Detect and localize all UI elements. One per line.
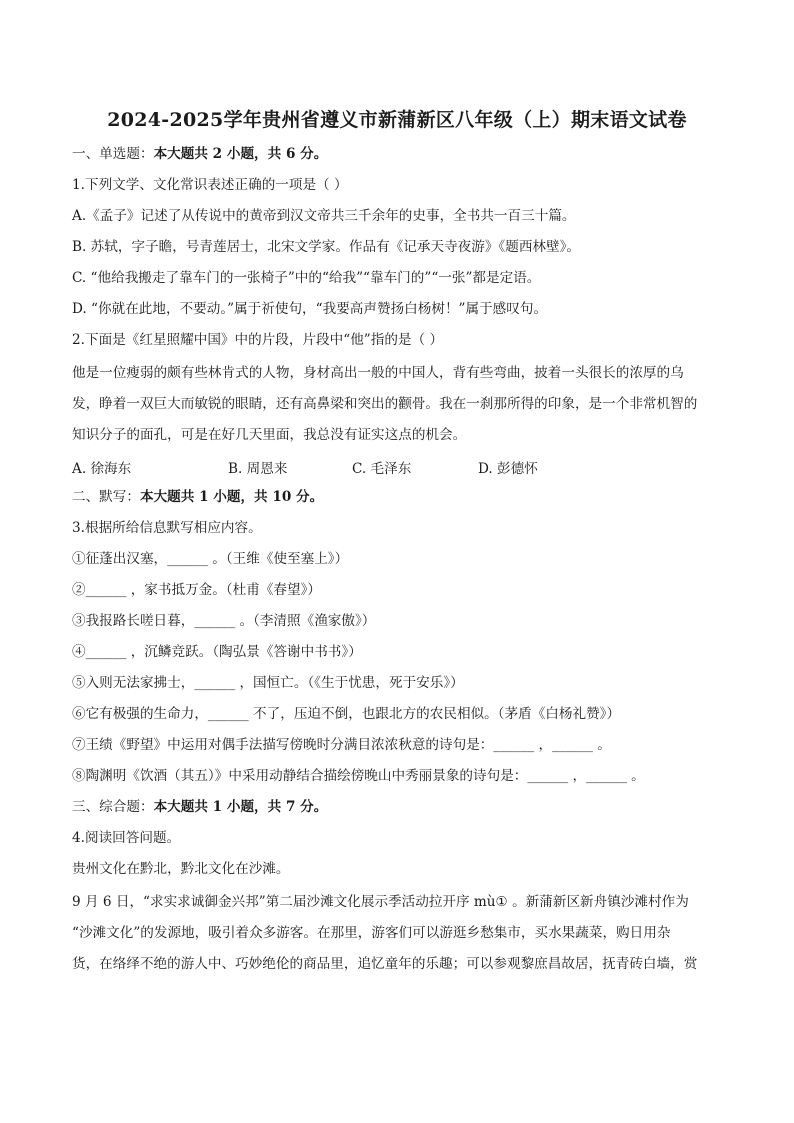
question-3-item: ①征蓬出汉塞，______ 。（王维《使至塞上》） xyxy=(72,551,349,567)
question-3-item: ②______ ，家书抵万金。（杜甫《春望》） xyxy=(72,582,322,598)
question-2-passage-line: 发，睁着一双巨大而敏锐的眼睛，还有高鼻梁和突出的颧骨。我在一刹那所得的印象，是一个非常机智的 xyxy=(72,396,698,412)
section-heading-detail: 本大题共 1 小题，共 10 分。 xyxy=(139,489,324,505)
question-2-option-d: D. 彭德怀 xyxy=(478,461,538,477)
question-4-line: 9 月 6 日，“求实求诚御金兴邦”第二届沙滩文化展示季活动拉开序 mù① 。新蒲新区新舟镇沙滩村作为 xyxy=(72,894,689,910)
question-4-line: 贵州文化在黔北，黔北文化在沙滩。 xyxy=(72,861,290,877)
question-2-option-a: A. 徐海东 xyxy=(72,461,132,477)
question-2-stem: 2.下面是《红星照耀中国》中的片段，片段中“他”指的是（ ） xyxy=(72,332,444,348)
section-heading-prefix: 二、默写： xyxy=(72,489,140,505)
question-2-passage-line: 知识分子的面孔，可是在好几天里面，我总没有证实这点的机会。 xyxy=(72,427,467,443)
section-heading-prefix: 一、单选题： xyxy=(72,146,154,162)
question-1-stem: 1.下列文学、文化常识表述正确的一项是（ ） xyxy=(72,177,348,193)
question-3-item: ③我报路长嗟日暮，______ 。（李清照《渔家傲》） xyxy=(72,613,376,629)
question-1-option-b: B. 苏轼，字子瞻，号青莲居士，北宋文学家。作品有《记承天寺夜游》《题西林壁》。 xyxy=(72,239,580,255)
question-2-option-c: C. 毛泽东 xyxy=(352,461,412,477)
section-heading-prefix: 三、综合题： xyxy=(72,799,154,815)
question-3-stem: 3.根据所给信息默写相应内容。 xyxy=(72,520,262,536)
question-2-passage-line: 他是一位瘦弱的颇有些林肯式的人物，身材高出一般的中国人，背有些弯曲，披着一头很长的浓厚的乌 xyxy=(72,365,684,381)
section-heading-1 xyxy=(72,145,732,163)
question-1-option-d: D. “你就在此地，不要动。”属于祈使句，“我要高声赞扬白杨树！”属于感叹句。 xyxy=(72,301,548,317)
question-3-item: ⑦王绩《野望》中运用对偶手法描写傍晚时分满目浓浓秋意的诗句是：______ ，______ 。 xyxy=(72,737,611,753)
question-2-options xyxy=(72,457,732,475)
question-1-option-c: C. “他给我搬走了靠车门的一张椅子”中的“给我”“靠车门的”“一张”都是定语。 xyxy=(72,270,541,286)
page-title: 2024-2025学年贵州省遵义市新蒲新区八年级（上）期末语文试卷 xyxy=(107,109,687,131)
question-4-stem: 4.阅读回答问题。 xyxy=(72,830,181,846)
question-3-item: ⑥它有极强的生命力，______ 不了，压迫不倒，也跟北方的农民相似。（茅盾《白杨礼赞》） xyxy=(72,706,621,722)
section-heading-detail: 本大题共 1 小题，共 7 分。 xyxy=(153,799,328,815)
section-heading-3 xyxy=(72,798,732,816)
question-3-item: ⑤入则无法家拂士，______ ，国恒亡。（《生于忧患，死于安乐》） xyxy=(72,675,464,691)
question-1-option-a: A.《孟子》记述了从传说中的黄帝到汉文帝共三千余年的史事，全书共一百三十篇。 xyxy=(72,208,576,224)
question-4-line: 货，在络绎不绝的游人中、巧妙绝伦的商品里，追忆童年的乐趣；可以参观黎庶昌故居，抚青砖白墙，赏 xyxy=(72,956,698,972)
question-4-line: “沙滩文化”的发源地，吸引着众多游客。在那里，游客们可以游逛乡愁集市，买水果蔬菜，购日用杂 xyxy=(72,925,671,941)
question-2-option-b: B. 周恩来 xyxy=(228,461,288,477)
section-heading-detail: 本大题共 2 小题，共 6 分。 xyxy=(153,146,328,162)
section-heading-2 xyxy=(72,488,732,506)
question-3-item: ⑧陶渊明《饮酒（其五）》中采用动静结合描绘傍晚山中秀丽景象的诗句是：______ ，______ 。 xyxy=(72,768,645,784)
question-3-item: ④______ ，沉鳞竞跃。（陶弘景《答谢中书书》） xyxy=(72,644,362,660)
